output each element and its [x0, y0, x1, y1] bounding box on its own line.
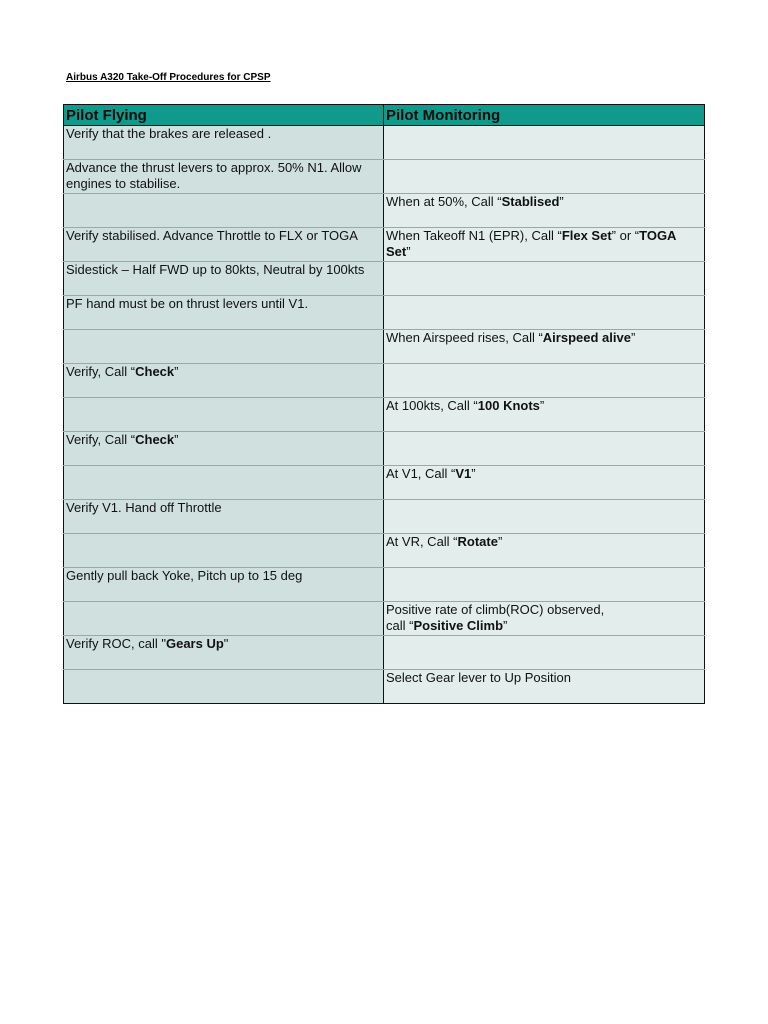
pf-cell — [64, 398, 384, 432]
pm-cell — [384, 330, 705, 364]
pm-text: ” — [503, 618, 508, 633]
pf-text: PF hand must be on thrust levers until V1. — [66, 296, 309, 311]
pm-cell — [384, 602, 705, 636]
pm-cell — [384, 636, 705, 670]
pm-text: ” — [539, 398, 545, 413]
pf-cell — [64, 568, 384, 602]
pm-text: call “ — [386, 618, 414, 633]
pf-text: ” — [174, 364, 179, 379]
table-row — [64, 432, 705, 466]
table-row — [64, 160, 705, 194]
pf-cell — [64, 500, 384, 534]
table-row — [64, 500, 705, 534]
pf-cell — [64, 330, 384, 364]
pm-cell — [384, 500, 705, 534]
pf-cell — [64, 670, 384, 704]
pm-cell — [384, 364, 705, 398]
pm-text: ” or “ — [611, 228, 640, 243]
table-header-row — [64, 105, 705, 126]
pm-text: ” — [559, 194, 564, 209]
table-row — [64, 296, 705, 330]
table-row — [64, 330, 705, 364]
pm-text: At 100kts, Call “ — [386, 398, 478, 413]
table-row — [64, 534, 705, 568]
pf-text: Gently pull back Yoke, Pitch up to 15 deg — [66, 568, 303, 583]
pm-text: When Takeoff N1 (EPR), Call “ — [386, 228, 562, 243]
pf-callout: Check — [135, 364, 175, 379]
pilot-flying-header: Pilot Flying — [64, 105, 384, 126]
pm-callout: V1 — [455, 466, 472, 481]
pm-cell — [384, 126, 705, 160]
pm-text: ” — [406, 244, 411, 259]
pm-callout: Airspeed alive — [542, 330, 631, 345]
pf-text: ” — [174, 432, 179, 447]
pf-cell — [64, 534, 384, 568]
table-row — [64, 228, 705, 262]
pm-cell — [384, 262, 705, 296]
table-row — [64, 670, 705, 704]
pf-text: Verify that the brakes are released . — [66, 126, 272, 141]
pm-cell — [384, 398, 705, 432]
pm-cell — [384, 296, 705, 330]
pf-cell — [64, 160, 384, 194]
pilot-monitoring-header: Pilot Monitoring — [384, 105, 705, 126]
pm-callout: 100 Knots — [477, 398, 540, 413]
pm-cell — [384, 670, 705, 704]
table-row — [64, 602, 705, 636]
pf-cell — [64, 126, 384, 160]
pf-text: Verify, Call “ — [66, 364, 136, 379]
pm-text: When at 50%, Call “ — [386, 194, 502, 209]
pm-callout: TOGA Set — [386, 228, 676, 259]
pm-cell — [384, 160, 705, 194]
document-title: Airbus A320 Take-Off Procedures for CPSP — [66, 72, 271, 83]
pm-cell — [384, 534, 705, 568]
table-row — [64, 194, 705, 228]
pf-cell — [64, 262, 384, 296]
pf-cell — [64, 296, 384, 330]
table-row — [64, 466, 705, 500]
pf-cell — [64, 228, 384, 262]
table-row — [64, 126, 705, 160]
pm-cell — [384, 432, 705, 466]
pf-text: Verify ROC, call " — [66, 636, 166, 651]
pm-callout: Positive Climb — [413, 618, 504, 633]
pf-text: Sidestick – Half FWD up to 80kts, Neutral by 100kts — [66, 262, 365, 277]
pf-text: " — [223, 636, 229, 651]
table-row — [64, 262, 705, 296]
pf-cell — [64, 432, 384, 466]
pm-callout: Flex Set — [561, 228, 612, 243]
pm-text: Select Gear lever to Up Position — [386, 670, 571, 685]
pm-cell — [384, 228, 705, 262]
pf-cell — [64, 466, 384, 500]
pm-text: ” — [630, 330, 636, 345]
pf-text: Verify V1. Hand off Throttle — [66, 500, 222, 515]
takeoff-procedure-table — [63, 104, 705, 704]
table-row — [64, 636, 705, 670]
pm-text: Positive rate of climb(ROC) observed, — [386, 602, 605, 617]
pf-callout: Gears Up — [165, 636, 224, 651]
pf-cell — [64, 602, 384, 636]
pf-text: Verify stabilised. Advance Throttle to FLX or TOGA — [66, 228, 358, 243]
pf-text: Advance the thrust levers to approx. 50% N1. Allow engines to stabilise. — [66, 160, 362, 191]
table-row — [64, 364, 705, 398]
table-row — [64, 568, 705, 602]
pm-text: ” — [497, 534, 503, 549]
pf-cell — [64, 636, 384, 670]
pf-cell — [64, 194, 384, 228]
pm-text: At VR, Call “ — [386, 534, 458, 549]
pm-cell — [384, 194, 705, 228]
pm-text: ” — [471, 466, 476, 481]
pm-cell — [384, 466, 705, 500]
pm-callout: Stablised — [501, 194, 560, 209]
pm-cell — [384, 568, 705, 602]
pf-callout: Check — [135, 432, 175, 447]
table-row — [64, 398, 705, 432]
pm-text: When Airspeed rises, Call “ — [386, 330, 543, 345]
pf-text: Verify, Call “ — [66, 432, 136, 447]
pf-cell — [64, 364, 384, 398]
pm-callout: Rotate — [457, 534, 498, 549]
pm-text: At V1, Call “ — [386, 466, 456, 481]
